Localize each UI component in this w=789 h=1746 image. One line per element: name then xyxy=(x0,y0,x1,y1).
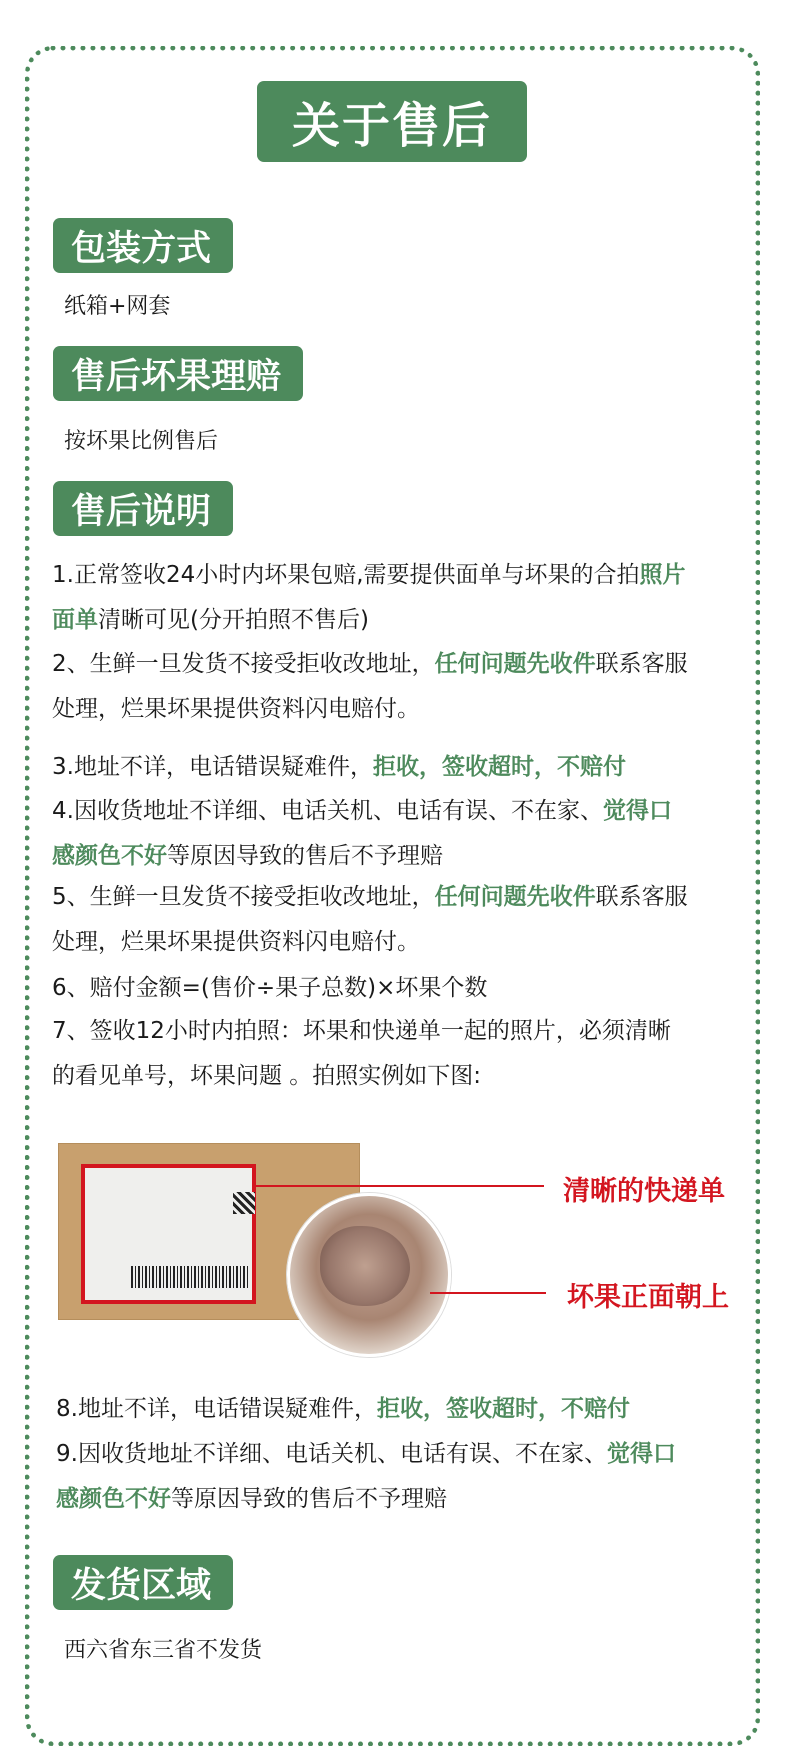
label-callout: 清晰的快递单 xyxy=(563,1176,725,1207)
section-heading-notes: 售后说明 xyxy=(53,481,233,536)
section-heading-claims: 售后坏果理赔 xyxy=(53,346,303,401)
packaging-text: 纸箱+网套 xyxy=(64,294,171,319)
note-paragraph-4: 4.因收货地址不详细、电话关机、电话有误、不在家、觉得口 感颜色不好等原因导致的售后不予理赔 xyxy=(52,798,672,869)
damaged-fruit-photo xyxy=(287,1193,451,1357)
page-title: 关于售后 xyxy=(257,81,527,162)
label-callout-line xyxy=(254,1185,544,1187)
note-paragraph-3: 3.地址不详，电话错误疑难件，拒收，签收超时，不赔付 xyxy=(52,754,626,780)
note-paragraph-9: 9.因收货地址不详细、电话关机、电话有误、不在家、觉得口 感颜色不好等原因导致的售后不予理赔 xyxy=(56,1441,676,1512)
note-paragraph-2: 2、生鲜一旦发货不接受拒收改地址，任何问题先收件联系客服 处理，烂果坏果提供资料闪电赔付。 xyxy=(52,651,688,722)
fruit-callout: 坏果正面朝上 xyxy=(567,1282,729,1313)
shipping-text: 西六省东三省不发货 xyxy=(64,1638,263,1663)
note-paragraph-1: 1.正常签收24小时内坏果包赔,需要提供面单与坏果的合拍照片 面单清晰可见(分开拍照不售后) xyxy=(52,562,686,633)
note-paragraph-7: 7、签收12小时内拍照：坏果和快递单一起的照片，必须清晰 的看见单号，坏果问题 。拍照实例如下图: xyxy=(52,1018,671,1089)
barcode-icon xyxy=(131,1266,249,1288)
shipping-label xyxy=(81,1164,256,1304)
claims-text: 按坏果比例售后 xyxy=(64,429,219,454)
note-paragraph-5: 5、生鲜一旦发货不接受拒收改地址，任何问题先收件联系客服 处理，烂果坏果提供资料闪电赔付。 xyxy=(52,884,688,955)
note-paragraph-8: 8.地址不详，电话错误疑难件，拒收，签收超时，不赔付 xyxy=(56,1396,630,1422)
note-paragraph-6: 6、赔付金额=(售价÷果子总数)×坏果个数 xyxy=(52,975,488,1001)
fruit-icon xyxy=(320,1226,410,1306)
qr-code-icon xyxy=(233,1192,255,1214)
fruit-callout-line xyxy=(430,1292,546,1294)
section-heading-shipping: 发货区域 xyxy=(53,1555,233,1610)
section-heading-packaging: 包装方式 xyxy=(53,218,233,273)
